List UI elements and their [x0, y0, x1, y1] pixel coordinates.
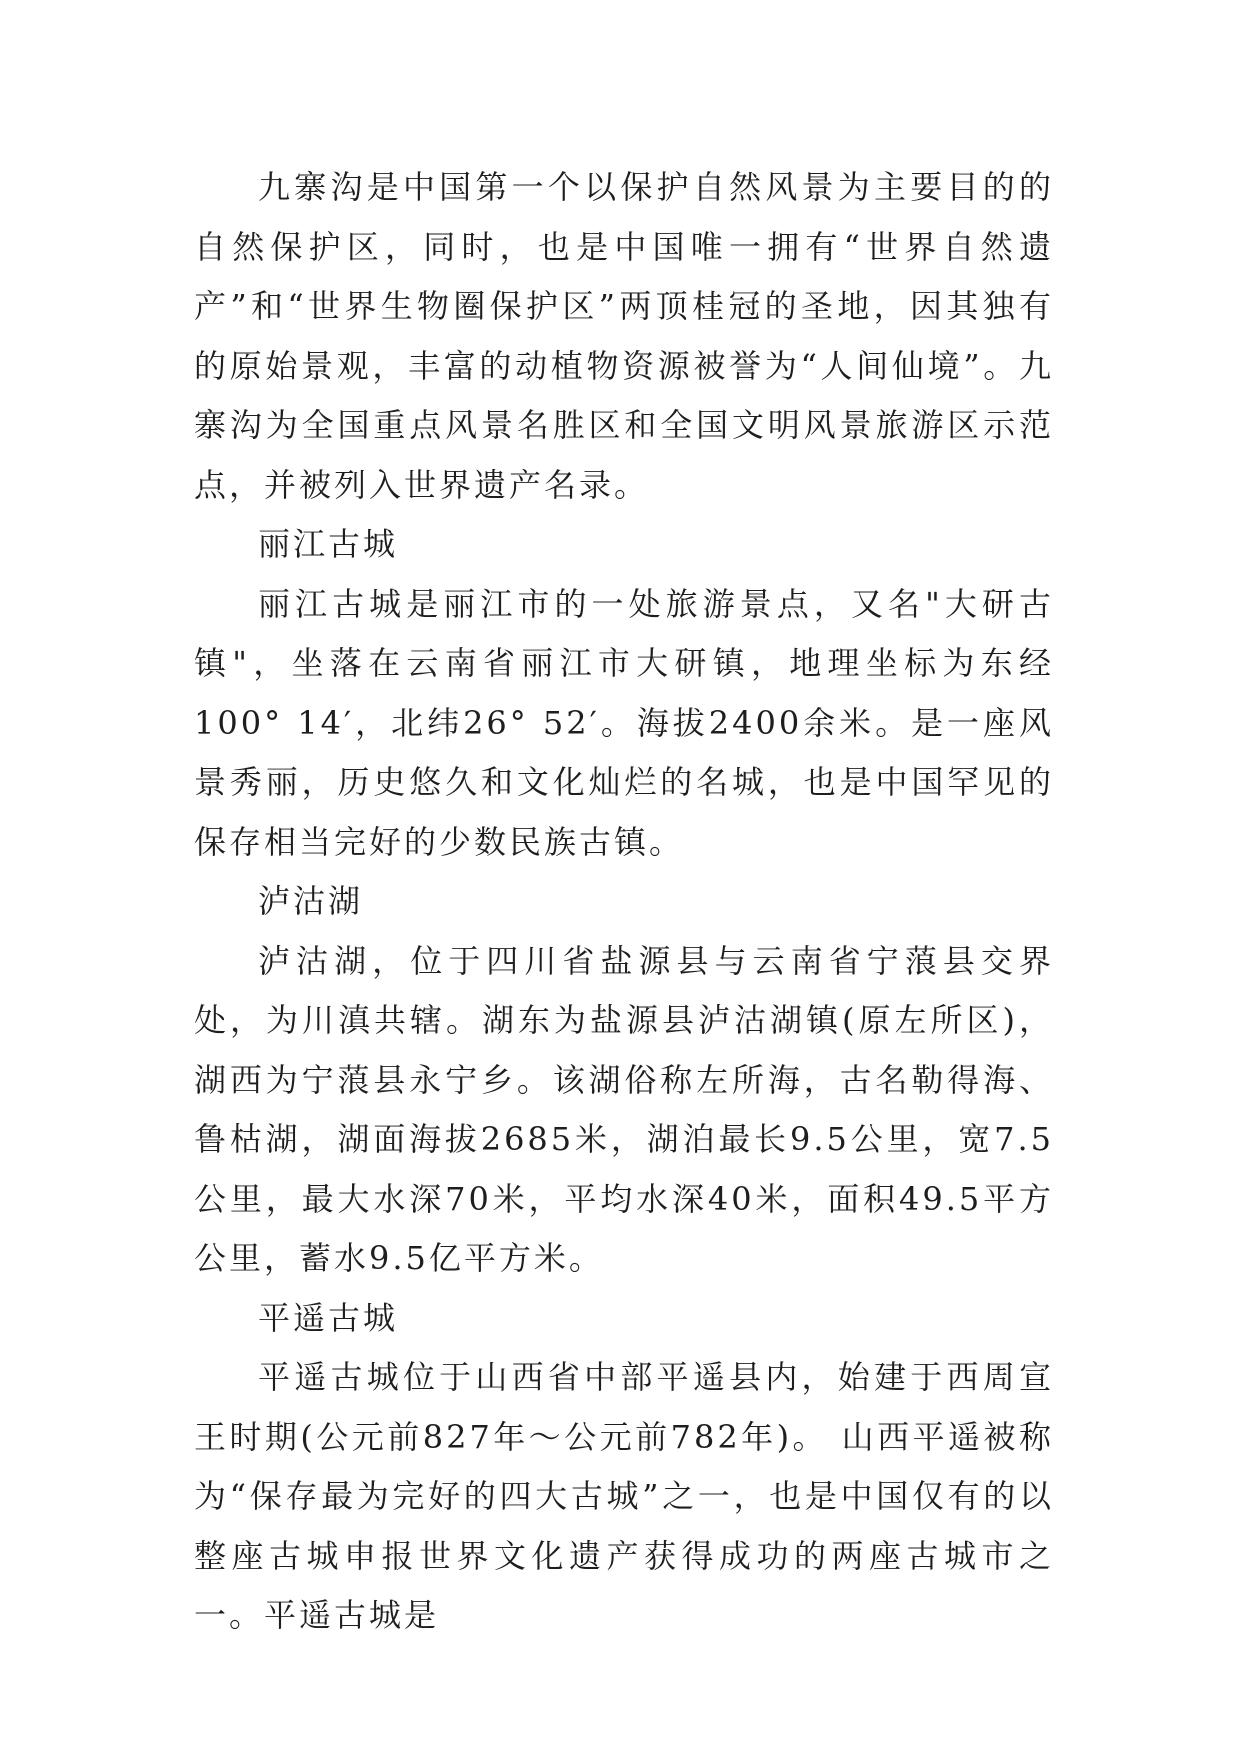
heading-lugu-lake: 泸沽湖: [258, 882, 364, 920]
document-body: [194, 158, 1054, 1646]
paragraph-pingyao: 平遥古城位于山西省中部平遥县内，始建于西周宣王时期(公元前827年～公元前782年)。 山西平遥被称为“保存最为完好的四大古城”之一，也是中国仅有的以整座古城申报世界文化遗产获得成功的两座古城市之一。平遥古城是: [194, 1358, 1054, 1634]
heading-lijiang: 丽江古城: [258, 525, 399, 563]
heading-pingyao: 平遥古城: [258, 1298, 399, 1337]
paragraph-lijiang: 丽江古城是丽江市的一处旅游景点，又名"大研古镇"，坐落在云南省丽江市大研镇，地理坐标为东经100° 14′，北纬26° 52′。海拔2400余米。是一座风景秀丽，历史悠久和文化灿烂的名城，也是中国罕见的保存相当完好的少数民族古镇。: [194, 584, 1054, 861]
paragraph-jiuzhaigou: 九寨沟是中国第一个以保护自然风景为主要目的的自然保护区，同时，也是中国唯一拥有“世界自然遗产”和“世界生物圈保护区”两顶桂冠的圣地，因其独有的原始景观，丰富的动植物资源被誉为“人间仙境”。九寨沟为全国重点风景名胜区和全国文明风景旅游区示范点，并被列入世界遗产名录。: [194, 168, 1054, 504]
paragraph-lugu-lake: 泸沽湖，位于四川省盐源县与云南省宁蒗县交界处，为川滇共辖。湖东为盐源县泸沽湖镇(原左所区)，湖西为宁蒗县永宁乡。该湖俗称左所海，古名勒得海、鲁枯湖，湖面海拔2685米，湖泊最长9.5公里，宽7.5公里，最大水深70米，平均水深40米，面积49.5平方公里，蓄水9.5亿平方米。: [194, 941, 1054, 1277]
